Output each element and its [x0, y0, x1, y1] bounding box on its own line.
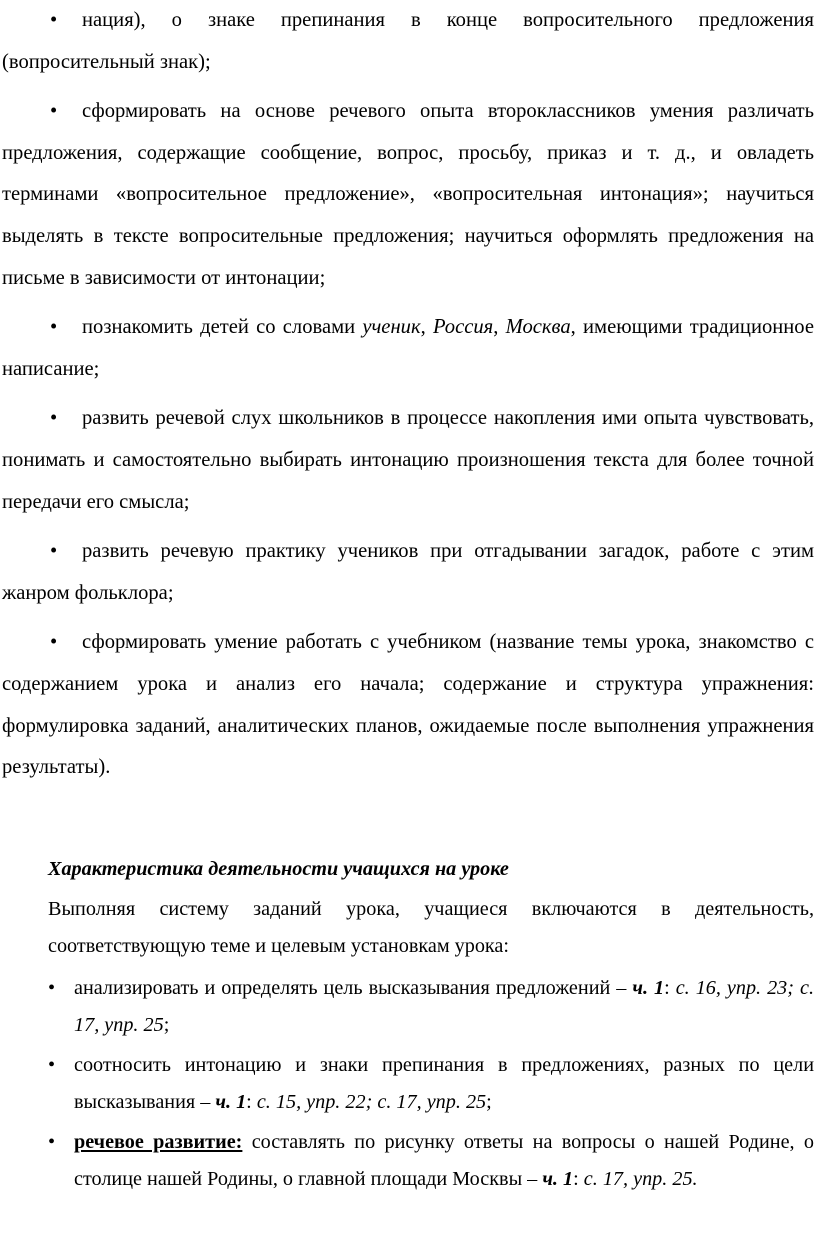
bullet-icon: •	[50, 316, 58, 339]
bullet-icon: •	[50, 407, 58, 430]
goal-item	[2, 91, 814, 299]
ref-colon: :	[664, 977, 676, 999]
textbook-pages-ref: с. 16, упр. 23; с. 17, упр. 25	[74, 977, 814, 1036]
word-uchenik: ученик	[362, 316, 421, 339]
goal-item	[2, 622, 814, 788]
bullet-icon: •	[50, 631, 58, 654]
goal-text-prefix: познакомить детей со словами	[82, 316, 363, 339]
item-end: ;	[486, 1091, 492, 1113]
textbook-part-ref: ч. 1	[632, 977, 665, 999]
bullet-icon: •	[48, 1131, 56, 1153]
activity-item	[48, 1124, 814, 1198]
ref-colon: :	[246, 1091, 257, 1113]
bullet-icon: •	[48, 977, 56, 999]
separator: ,	[493, 316, 506, 339]
activity-text: анализировать и определять цель высказывания предложений –	[74, 977, 633, 999]
textbook-pages-ref: с. 15, упр. 22; с. 17, упр. 25	[256, 1091, 487, 1113]
goal-text: развить речевую практику учеников при отгадывании загадок, работе с этим жанром фольклора;	[2, 540, 814, 604]
lesson-goals-list	[2, 0, 814, 789]
activity-text: составлять по рисунку ответы на вопросы о нашей Родине, о столице нашей Родины, о главной площади Москвы –	[74, 1131, 815, 1190]
textbook-part-ref: ч. 1	[542, 1168, 574, 1190]
goal-text-suffix: , имеющими традиционное написание;	[2, 316, 814, 380]
bullet-icon: •	[50, 9, 58, 31]
goal-text: развить речевой слух школьников в процессе накопления ими опыта чувствовать, понимать и самостоятельно выбирать интонацию произношения текста для более точной передачи его смысла;	[2, 407, 814, 513]
item-end: ;	[163, 1014, 170, 1036]
ref-colon: :	[573, 1168, 584, 1190]
goal-text: нация), о знаке препинания в конце вопросительного предложения (вопросительный знак);	[2, 9, 814, 73]
activity-text: соотносить интонацию и знаки препинания в предложениях, разных по цели высказывания –	[74, 1054, 814, 1113]
activity-item	[48, 970, 814, 1044]
bullet-icon: •	[50, 100, 58, 123]
word-moskva: Москва	[505, 316, 571, 339]
bullet-icon: •	[48, 1054, 56, 1076]
bullet-icon: •	[50, 540, 58, 563]
activity-item	[48, 1047, 814, 1121]
goal-item	[2, 398, 814, 523]
section-intro: Выполняя систему заданий урока, учащиеся включаются в деятельность, соответствующую теме и целевым установкам урока:	[48, 898, 814, 957]
goal-item	[2, 531, 814, 614]
textbook-part-ref: ч. 1	[215, 1091, 247, 1113]
separator: ,	[420, 316, 433, 339]
speech-development-label: речевое развитие:	[74, 1131, 243, 1153]
goal-text: сформировать на основе речевого опыта второклассников умения различать предложения, содержащие сообщение, вопрос, просьбу, приказ и т. д., и овладеть терминами «вопросительное предложение», «вопросительная интонация»; научиться выделять в тексте вопросительные предложения; научиться оформлять предложения на письме в зависимости от интонации;	[2, 100, 814, 289]
goal-text: сформировать умение работать с учебником (название темы урока, знакомство с содержанием урока и анализ его начала; содержание и структура упражнения: формулировка заданий, аналитических планов, ожидаемые после выполнения упражнения результаты).	[2, 631, 814, 779]
activity-section	[48, 852, 814, 1201]
word-rossiya: Россия	[432, 316, 494, 339]
textbook-pages-ref: с. 17, упр. 25.	[583, 1168, 698, 1190]
goal-item	[2, 0, 814, 83]
section-heading: Характеристика деятельности учащихся на уроке	[48, 858, 509, 880]
goal-item	[2, 307, 814, 390]
